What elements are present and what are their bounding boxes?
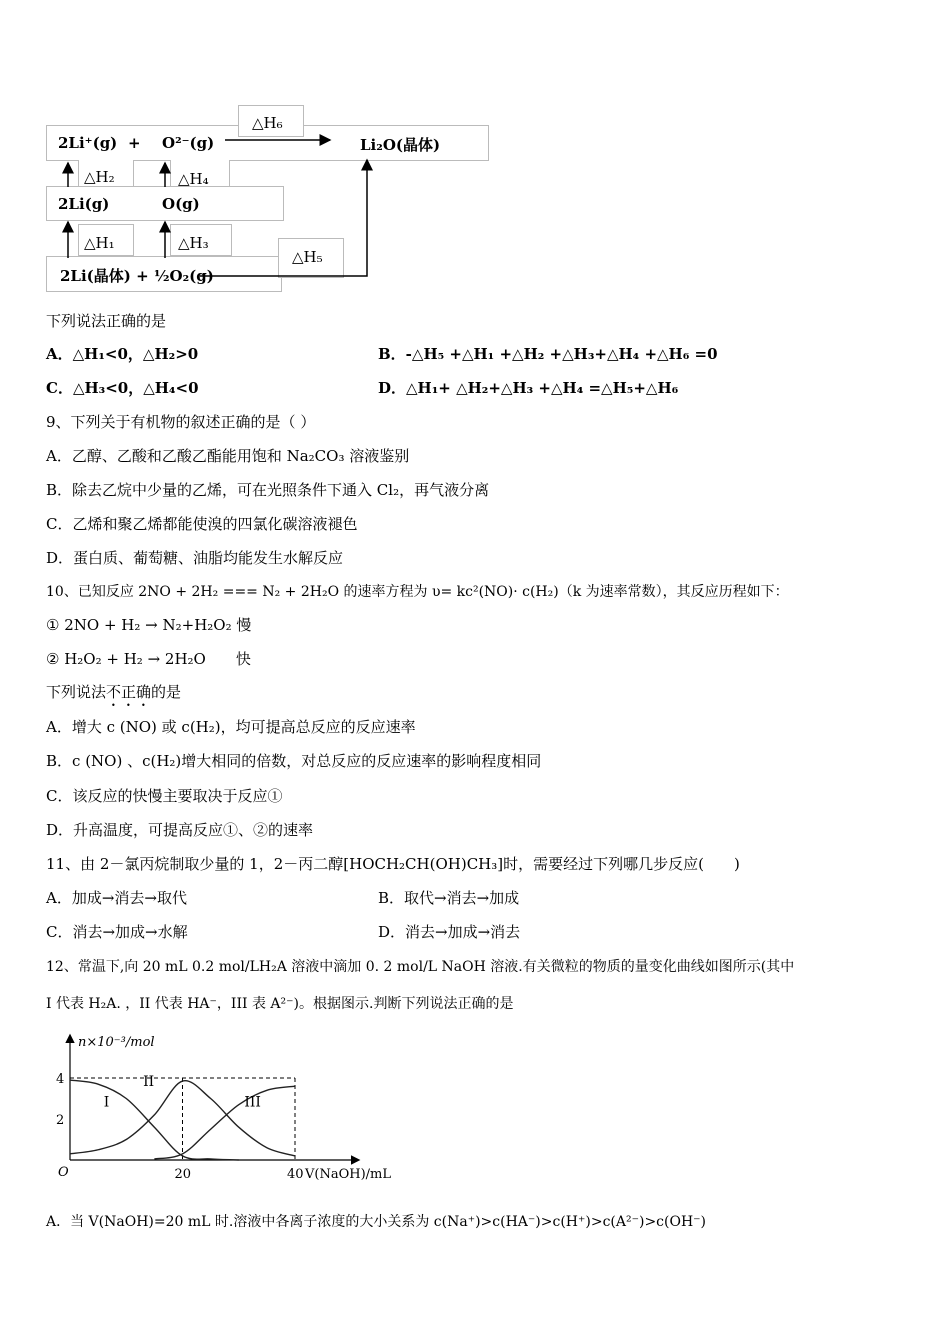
q12-stem-line2: I 代表 H₂A. ，II 代表 HA⁻，III 表 A²⁻)。根据图示.判断下列说法正确的是 [46,996,514,1012]
series-III-label: III [244,1094,261,1111]
q10-stem: 10、已知反应 2NO + 2H₂ === N₂ + 2H₂O 的速率方程为 υ= kc²(NO)· c(H₂)（k 为速率常数），其反应历程如下： [46,584,789,600]
q10-ask-emphasis: 不正确 [106,683,152,701]
x-axis-label: V(NaOH)/mL [305,1167,391,1182]
q9-option-c: C．乙烯和聚乙烯都能使溴的四氯化碳溶液褪色 [46,515,358,533]
series-I-label: I [103,1094,110,1111]
dh2-label: △H₂ [84,168,115,186]
series-II-label: II [143,1074,155,1091]
y-axis-label: n×10⁻³/mol [78,1035,155,1050]
y-tick-label-4: 4 [56,1072,65,1087]
q12-stem-line1: 12、常温下,向 20 mL 0.2 mol/LH₂A 溶液中滴加 0. 2 mol/L NaOH 溶液.有关微粒的物质的量变化曲线如图所示(其中 [46,959,795,975]
bottom-reactants: 2Li(晶体) + ½O₂(g) [60,267,214,285]
dh4-label: △H₄ [178,170,209,188]
q8-option-c: C．△H₃<0，△H₄<0 [46,379,199,397]
top-o-ion: O²⁻(g) [162,134,215,152]
q11-option-b: B．取代→消去→加成 [378,889,520,907]
x-tick-label-40: 40 [287,1167,304,1182]
series-III-line [154,1086,295,1159]
top-li-ion: 2Li⁺(g) [58,134,118,152]
top-plus: + [128,134,141,152]
q9-option-b: B．除去乙烷中少量的乙烯，可在光照条件下通入 Cl₂，再气液分离 [46,481,490,499]
dh6-label: △H₆ [252,114,283,132]
q10-step-2: ② H₂O₂ + H₂ → 2H₂O 快 [46,650,251,668]
q10-ask-pre: 下列说法 [46,683,107,701]
q9-option-a: A．乙醇、乙酸和乙酸乙酯能用饱和 Na₂CO₃ 溶液鉴别 [46,447,410,465]
dh5-label: △H₅ [292,248,323,266]
dh5-arrow [200,160,367,276]
q11-option-a: A．加成→消去→取代 [46,889,187,907]
q10-question [46,682,181,710]
species-amount-chart [40,1030,420,1190]
mid-li-gas: 2Li(g) [58,195,110,213]
dh1-label: △H₁ [84,234,115,252]
q8-option-a: A．△H₁<0，△H₂>0 [46,345,199,363]
q9-option-d: D．蛋白质、葡萄糖、油脂均能发生水解反应 [46,549,344,567]
q11-option-d: D．消去→加成→消去 [378,923,521,941]
top-li2o: Li₂O(晶体) [360,136,441,154]
dh3-label: △H₃ [178,234,209,252]
mid-o-gas: O(g) [162,195,200,213]
q10-option-a: A．增大 c (NO) 或 c(H₂)，均可提高总反应的反应速率 [46,718,416,736]
series-I-line [70,1080,239,1160]
y-tick-label-2: 2 [56,1113,65,1128]
q12-option-a: A．当 V(NaOH)=20 mL 时.溶液中各离子浓度的大小关系为 c(Na⁺)>c(HA⁻)>c(H⁺)>c(A²⁻)>c(OH⁻) [46,1214,707,1230]
q10-step-1: ① 2NO + H₂ → N₂+H₂O₂ 慢 [46,616,252,634]
x-tick-label-20: 20 [174,1167,192,1182]
origin-label: O [58,1165,69,1180]
q9-stem: 9、下列关于有机物的叙述正确的是（ ） [46,413,316,431]
q10-option-c: C．该反应的快慢主要取决于反应① [46,787,283,805]
q10-option-b: B．c (NO) 、c(H₂)增大相同的倍数，对总反应的反应速率的影响程度相同 [46,752,542,770]
q8-option-d: D．△H₁+ △H₂+△H₃ +△H₄ =△H₅+△H₆ [378,379,679,397]
q11-stem: 11、由 2－氯丙烷制取少量的 1，2－丙二醇[HOCH₂CH(OH)CH₃]时，需要经过下列哪几步反应( ) [46,855,740,873]
q11-option-c: C．消去→加成→水解 [46,923,188,941]
q8-option-b: B．-△H₅ +△H₁ +△H₂ +△H₃+△H₄ +△H₆ =0 [378,345,718,363]
q10-ask-post: 的是 [151,683,182,701]
q8-stem: 下列说法正确的是 [46,312,167,330]
q10-option-d: D．升高温度，可提高反应①、②的速率 [46,821,314,839]
